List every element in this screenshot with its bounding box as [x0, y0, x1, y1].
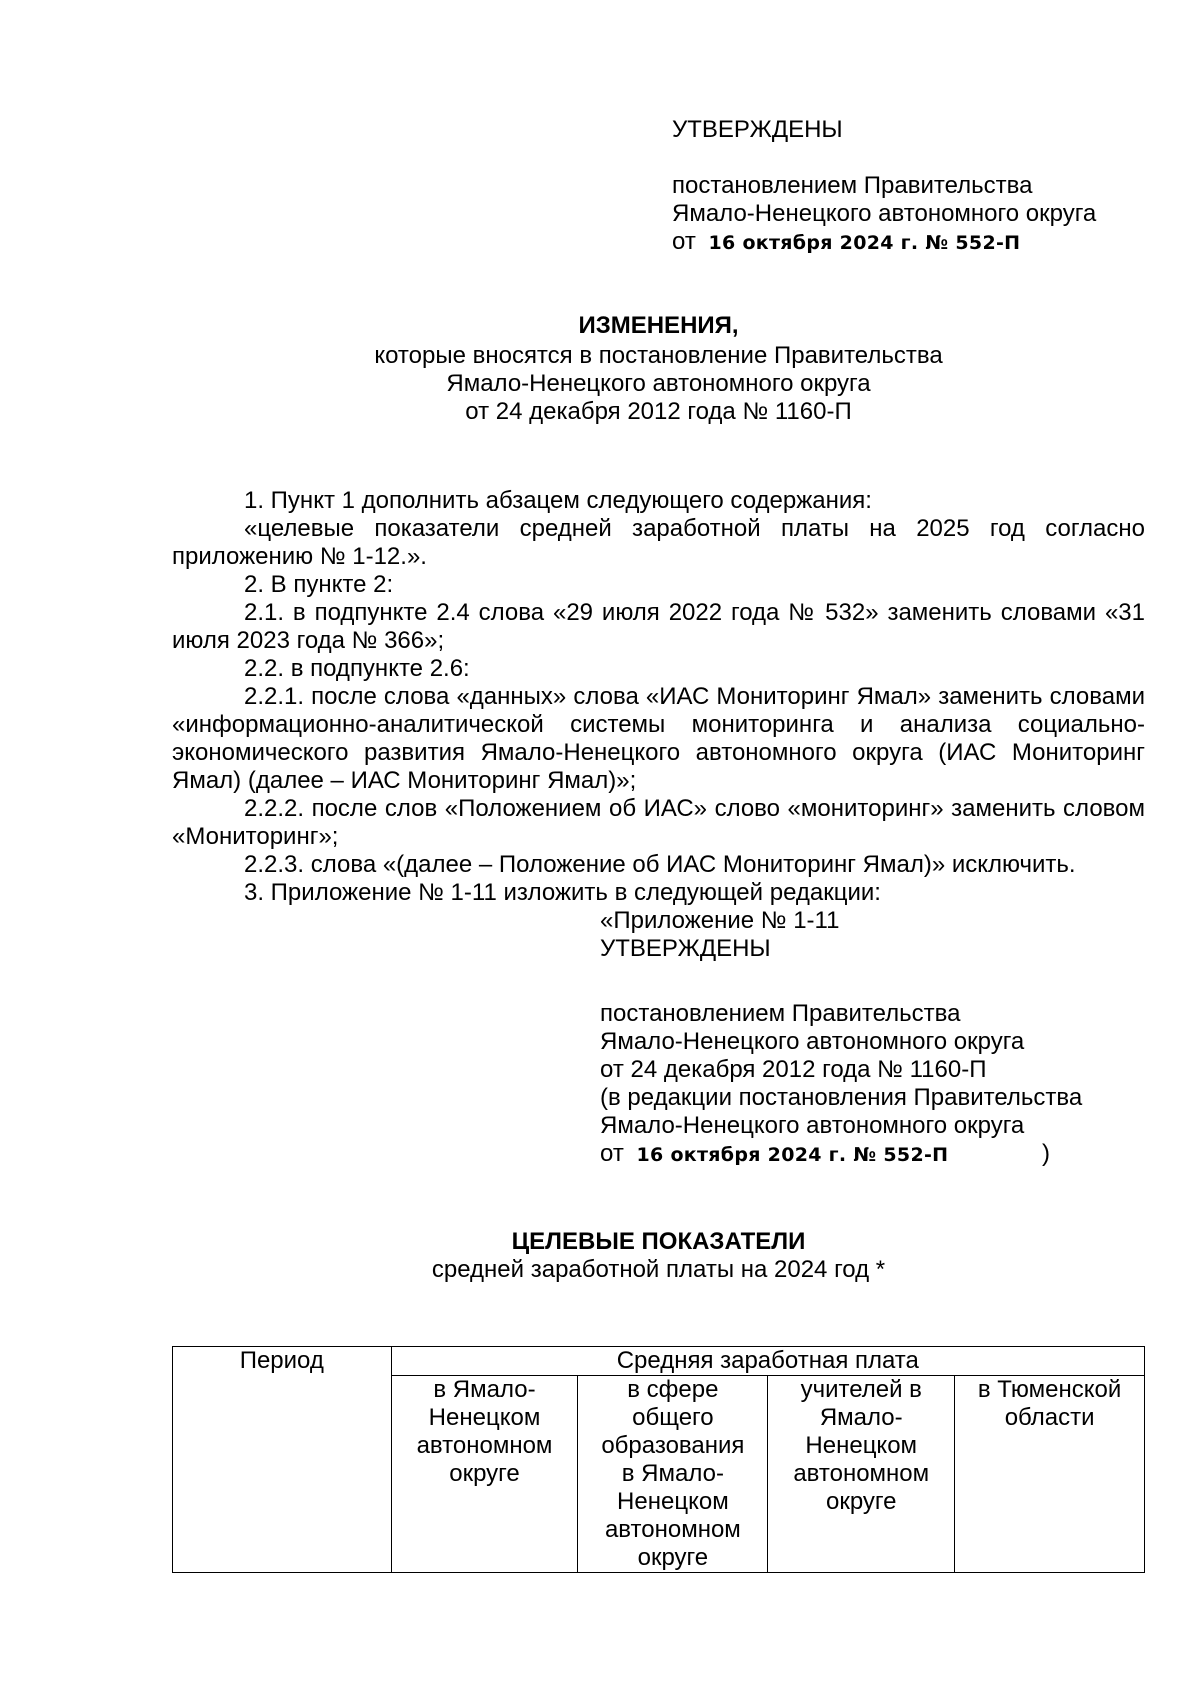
- column-header: в Ямало- Ненецком автономном округе: [391, 1376, 578, 1573]
- paragraph: 3. Приложение № 1-11 изложить в следующей редакции:: [244, 879, 881, 906]
- appendix-line: Ямало-Ненецкого автономного округа: [600, 1028, 1025, 1055]
- registration-stamp: 16 октября 2024 г. № 552-П: [708, 232, 1021, 254]
- paragraph: 2.1. в подпункте 2.4 слова «29 июля 2022 года № 532» заменить словами «31 июля 2023 года № 366»;: [172, 599, 1145, 654]
- closing-parenthesis: ): [1042, 1140, 1050, 1167]
- group-header: Средняя заработная плата: [391, 1347, 1144, 1376]
- appendix-line: (в редакции постановления Правительства: [600, 1084, 1083, 1111]
- registration-stamp: 16 октября 2024 г. № 552-П: [636, 1144, 949, 1166]
- from-prefix: от: [600, 1140, 624, 1167]
- paragraph: 2.2.3. слова «(далее – Положение об ИАС Мониторинг Ямал)» исключить.: [244, 851, 1076, 878]
- column-header: в Тюменской области: [955, 1376, 1145, 1573]
- period-header: Период: [173, 1347, 392, 1573]
- appendix-line: Ямало-Ненецкого автономного округа: [600, 1112, 1025, 1139]
- heading-subline: которые вносятся в постановление Правительства: [374, 342, 943, 369]
- salary-targets-table: [172, 1346, 1145, 1573]
- paragraph: «целевые показатели средней заработной платы на 2025 год согласно приложению № 1-12.».: [172, 515, 1145, 570]
- targets-subheading: средней заработной платы на 2024 год *: [431, 1256, 886, 1283]
- appendix-line: от 24 декабря 2012 года № 1160-П: [600, 1056, 987, 1083]
- paragraph: 2.2. в подпункте 2.6:: [244, 655, 470, 682]
- paragraph: 2.2.2. после слов «Положением об ИАС» слово «мониторинг» заменить словом «Мониторинг»;: [172, 795, 1145, 850]
- approval-line: Ямало-Ненецкого автономного округа: [672, 200, 1097, 227]
- appendix-line: «Приложение № 1-11: [600, 907, 840, 934]
- appendix-line: УТВЕРЖДЕНЫ: [600, 935, 771, 962]
- from-prefix: от: [672, 228, 696, 255]
- paragraph: 2. В пункте 2:: [244, 571, 394, 598]
- heading-subline: от 24 декабря 2012 года № 1160-П: [465, 398, 852, 425]
- table-header-row: [173, 1347, 1145, 1376]
- appendix-line: постановлением Правительства: [600, 1000, 961, 1027]
- targets-heading: ЦЕЛЕВЫЕ ПОКАЗАТЕЛИ: [511, 1228, 806, 1255]
- approval-line: постановлением Правительства: [672, 172, 1033, 199]
- column-header: учителей в Ямало- Ненецком автономном округе: [768, 1376, 955, 1573]
- document-heading: ИЗМЕНЕНИЯ,: [578, 312, 739, 339]
- paragraph: 2.2.1. после слова «данных» слова «ИАС Мониторинг Ямал» заменить словами «информационно-аналитической системы мониторинга и анализа социально-экономического развития Ямало-Ненецкого автономного округа (ИАС Мониторинг Ямал) (далее – ИАС Мониторинг Ямал)»;: [172, 683, 1145, 794]
- approved-label: УТВЕРЖДЕНЫ: [672, 116, 843, 143]
- heading-subline: Ямало-Ненецкого автономного округа: [446, 370, 871, 397]
- paragraph: 1. Пункт 1 дополнить абзацем следующего содержания:: [244, 487, 872, 514]
- column-header: в сфере общего образования в Ямало- Ненецком автономном округе: [578, 1376, 768, 1573]
- appendix-date-line: [600, 1140, 1060, 1169]
- approval-date-line: [672, 228, 1020, 257]
